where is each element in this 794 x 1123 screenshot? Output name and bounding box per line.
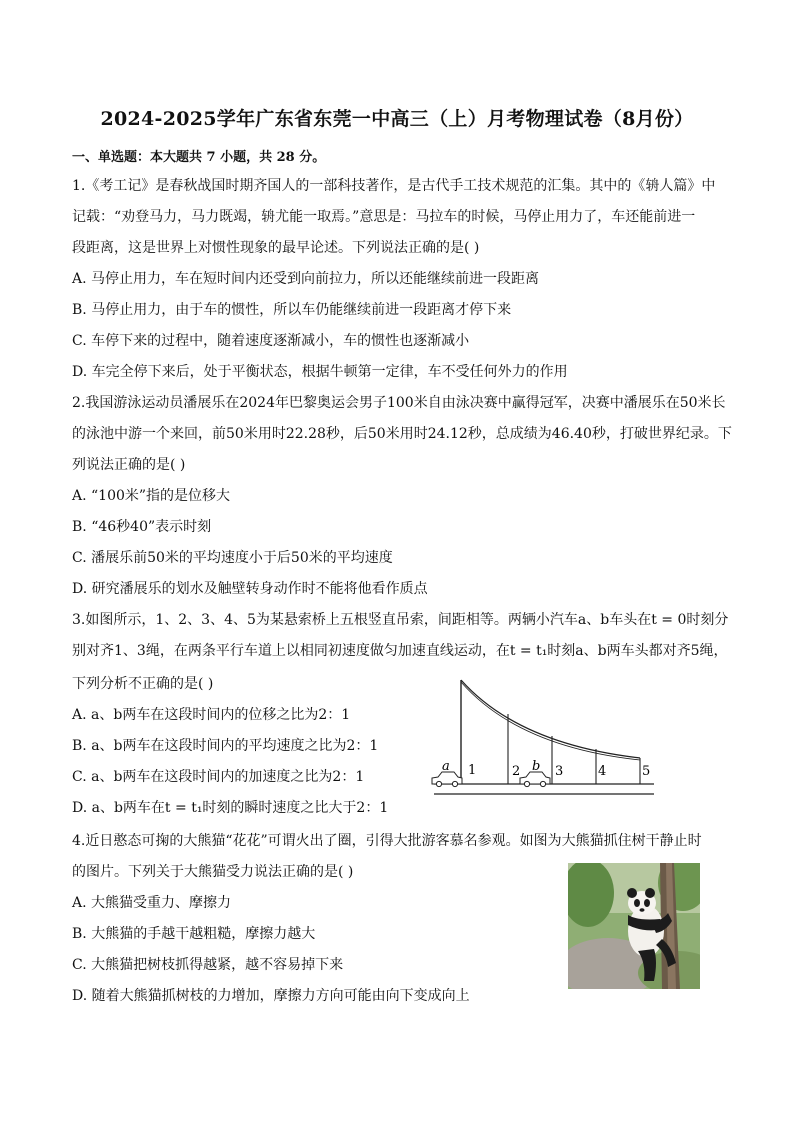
q4-option-d: D. 随着大熊猫抓树枝的力增加，摩擦力方向可能由向下变成向上	[72, 988, 470, 1004]
q3-stem-line-1: 3.如图所示，1、2、3、4、5为某悬索桥上五根竖直吊索，间距相等。两辆小汽车a、b车头在t = 0时刻分	[72, 612, 729, 628]
q3-option-c: C. a、b两车在这段时间内的加速度之比为2：1	[72, 769, 365, 785]
q1-option-a: A. 马停止用力，车在短时间内还受到向前拉力，所以还能继续前进一段距离	[72, 271, 540, 287]
q2-option-b: B. “46秒40”表示时刻	[72, 519, 212, 535]
q3-option-b: B. a、b两车在这段时间内的平均速度之比为2：1	[72, 738, 379, 754]
rope-label-5: 5	[642, 764, 651, 779]
main-cable-inner	[461, 682, 640, 760]
panda-photo	[568, 863, 700, 989]
q4-stem-line-2: 的图片。下列关于大熊猫受力说法正确的是( )	[72, 864, 354, 880]
car-a-label: a	[442, 759, 450, 774]
q1-option-b: B. 马停止用力，由于车的惯性，所以车仍能继续前进一段距离才停下来	[72, 302, 512, 318]
rope-label-2: 2	[512, 764, 521, 779]
q4-stem-line-1: 4.近日憨态可掬的大熊猫“花花”可谓火出了圈，引得大批游客慕名参观。如图为大熊猫抓住树干静止时	[72, 833, 702, 849]
q2-option-d: D. 研究潘展乐的划水及触壁转身动作时不能将他看作质点	[72, 581, 428, 597]
q1-option-c: C. 车停下来的过程中，随着速度逐渐减小，车的惯性也逐渐减小	[72, 333, 470, 349]
q3-option-d: D. a、b两车在t = t₁时刻的瞬时速度之比大于2：1	[72, 800, 389, 816]
suspension-bridge-figure	[428, 674, 658, 804]
q3-stem-line-3: 下列分析不正确的是( )	[72, 676, 214, 692]
rope-label-1: 1	[468, 763, 477, 778]
q2-stem-line-2: 的泳池中游一个来回，前50米用时22.28秒，后50米用时24.12秒，总成绩为46.40秒，打破世界纪录。下	[72, 426, 732, 442]
q2-stem-line-3: 列说法正确的是( )	[72, 457, 186, 473]
q1-stem-line-2: 记载：“劝登马力，马力既竭，辀尤能一取焉。”意思是：马拉车的时候，马停止用力了，车还能前进一	[72, 209, 696, 225]
main-cable	[461, 680, 640, 758]
rope-label-3: 3	[555, 764, 564, 779]
rope-label-4: 4	[598, 764, 607, 779]
q2-stem-line-1: 2.我国游泳运动员潘展乐在2024年巴黎奥运会男子100米自由泳决赛中赢得冠军，决赛中潘展乐在50米长	[72, 395, 726, 411]
car-a	[432, 772, 462, 787]
panda-illustration	[568, 863, 700, 989]
car-b-label: b	[532, 759, 541, 774]
q2-option-c: C. 潘展乐前50米的平均速度小于后50米的平均速度	[72, 550, 393, 566]
car-b	[520, 772, 550, 787]
section-heading: 一、单选题：本大题共 7 小题，共 28 分。	[72, 150, 326, 165]
q1-option-d: D. 车完全停下来后，处于平衡状态，根据牛顿第一定律，车不受任何外力的作用	[72, 364, 568, 380]
q3-stem-line-2: 别对齐1、3绳，在两条平行车道上以相同初速度做匀加速直线运动，在t = t₁时刻a、b两车头都对齐5绳，	[72, 643, 728, 659]
q4-option-a: A. 大熊猫受重力、摩擦力	[72, 895, 232, 911]
q2-option-a: A. “100米”指的是位移大	[72, 488, 231, 504]
page-title: 2024-2025学年广东省东莞一中高三（上）月考物理试卷（8月份）	[100, 108, 694, 130]
q1-stem-line-3: 段距离，这是世界上对惯性现象的最早论述。下列说法正确的是( )	[72, 240, 480, 256]
q3-option-a: A. a、b两车在这段时间内的位移之比为2：1	[72, 707, 351, 723]
q4-option-b: B. 大熊猫的手越干越粗糙，摩擦力越大	[72, 926, 316, 942]
q4-option-c: C. 大熊猫把树枝抓得越紧，越不容易掉下来	[72, 957, 344, 973]
q1-stem-line-1: 1.《考工记》是春秋战国时期齐国人的一部科技著作，是古代手工技术规范的汇集。其中的《辀人篇》中	[72, 178, 716, 194]
